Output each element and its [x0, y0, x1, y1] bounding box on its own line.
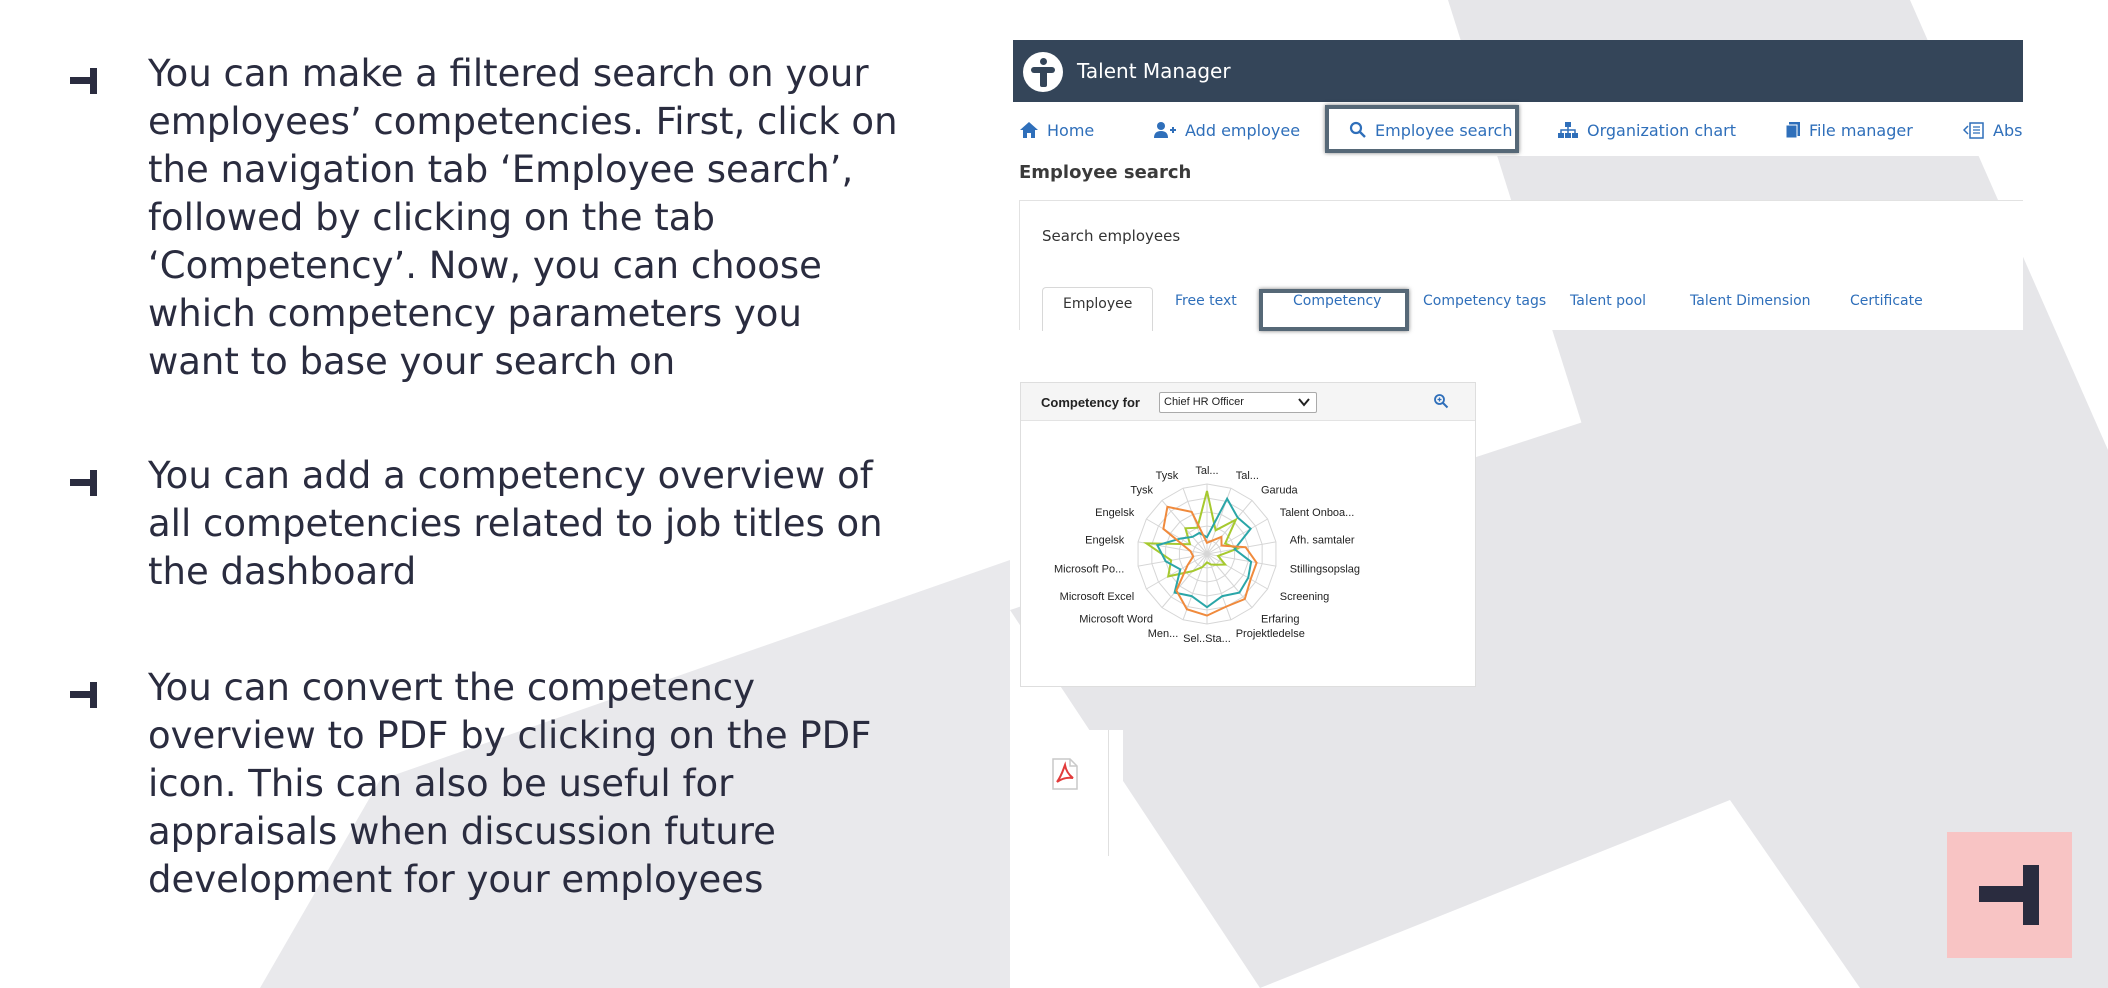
radar-axis-label: Microsoft Word: [1079, 613, 1154, 626]
radar-axis-label: Tysk: [1130, 484, 1154, 497]
search-employees-card: [1019, 200, 2023, 330]
radar-axis-label: Afh. samtaler: [1289, 534, 1355, 547]
search-icon: [1349, 121, 1367, 139]
competency-widget-title: Competency for: [1041, 395, 1140, 410]
talent-manager-logo-icon[interactable]: [1023, 52, 1063, 92]
pdf-icon[interactable]: [1051, 758, 1079, 790]
radar-axis-label: Stillingsopslag: [1289, 563, 1361, 576]
bullet-marker-icon: [70, 68, 98, 96]
tab-employee[interactable]: Employee: [1042, 287, 1153, 331]
page-title: Employee search: [1019, 162, 1192, 183]
bullet-list: [0, 0, 960, 988]
nav-file-manager-label: File manager: [1809, 120, 1913, 140]
competency-widget: [1020, 382, 1476, 687]
job-title-select[interactable]: [1159, 392, 1317, 413]
nav-file-manager[interactable]: [1785, 116, 1913, 144]
radar-axis-label: Garuda: [1260, 484, 1298, 497]
radar-axis-label: Projektledelse: [1235, 627, 1305, 640]
nav-employee-search[interactable]: [1349, 116, 1512, 144]
pdf-tile: [1013, 730, 1109, 856]
competency-radar-chart: [1021, 421, 1475, 686]
zoom-icon[interactable]: [1433, 393, 1449, 409]
nav-add-employee-label: Add employee: [1185, 120, 1301, 140]
bullet-marker-icon: [70, 682, 98, 710]
calendar-icon: [1963, 121, 1985, 139]
nav-add-employee[interactable]: [1153, 116, 1300, 144]
radar-axis-label: Erfaring: [1260, 613, 1300, 626]
radar-axis-label: Screening: [1279, 591, 1330, 603]
bullet-text: You can add a competency overview of all competencies related to job titles on the dashboard: [148, 454, 883, 593]
radar-axis-label: Microsoft Po...: [1053, 563, 1125, 576]
app-titlebar: [1013, 40, 2023, 102]
home-icon: [1019, 121, 1039, 139]
radar-axis-label: Tal...: [1235, 470, 1259, 483]
job-title-select-value: Chief HR Officer: [1164, 396, 1244, 408]
tab-competency-tags[interactable]: Competency tags: [1423, 293, 1547, 309]
file-icon: [1785, 121, 1801, 139]
bullet-text: You can make a filtered search on your employees’ competencies. First, click on the navigation tab ‘Employee search’, followed by clicking on the tab ‘Competency’. Now, you can choose which competency parameters you want to base your search on: [148, 52, 898, 383]
bullet-text: You can convert the competency overview to PDF by clicking on the PDF icon. This can also be useful for appraisals when discussion future development for your employees: [148, 666, 872, 901]
radar-axis-label: Engelsk: [1085, 534, 1125, 547]
app-title: Talent Manager: [1077, 59, 1231, 83]
competency-widget-header: [1021, 383, 1475, 421]
nav-absence-label: Abs: [1993, 120, 2023, 140]
radar-axis-label: Microsoft Excel: [1059, 591, 1135, 603]
tab-free-text[interactable]: Free text: [1175, 293, 1237, 309]
main-nav: [1013, 102, 2023, 156]
radar-axis-label: Men...: [1147, 627, 1179, 640]
radar-axis-label: Tysk: [1155, 470, 1179, 483]
radar-axis-label: Sel..Sta...: [1183, 633, 1231, 645]
nav-organization-chart[interactable]: [1557, 116, 1736, 144]
nav-home-label: Home: [1047, 120, 1095, 140]
org-chart-icon: [1557, 121, 1579, 139]
pdf-tile-edge: [1109, 730, 1123, 856]
tab-talent-pool[interactable]: Talent pool: [1570, 293, 1647, 309]
chevron-down-icon: [1298, 397, 1310, 407]
tab-talent-dimension[interactable]: Talent Dimension: [1690, 293, 1811, 309]
tab-competency[interactable]: Competency: [1293, 293, 1382, 309]
nav-home[interactable]: [1019, 116, 1094, 144]
radar-axis-label: Talent Onboa...: [1279, 507, 1355, 519]
add-user-icon: [1153, 121, 1177, 139]
nav-employee-search-label: Employee search: [1375, 120, 1513, 140]
brand-logo: [1947, 832, 2072, 958]
search-employees-label: Search employees: [1042, 227, 1181, 245]
bullet-marker-icon: [70, 470, 98, 498]
nav-organization-chart-label: Organization chart: [1587, 120, 1736, 140]
tab-certificate[interactable]: Certificate: [1850, 293, 1923, 309]
radar-axis-label: Engelsk: [1095, 507, 1135, 519]
radar-axis-label: Tal...: [1195, 465, 1219, 477]
nav-absence[interactable]: [1963, 116, 2022, 144]
